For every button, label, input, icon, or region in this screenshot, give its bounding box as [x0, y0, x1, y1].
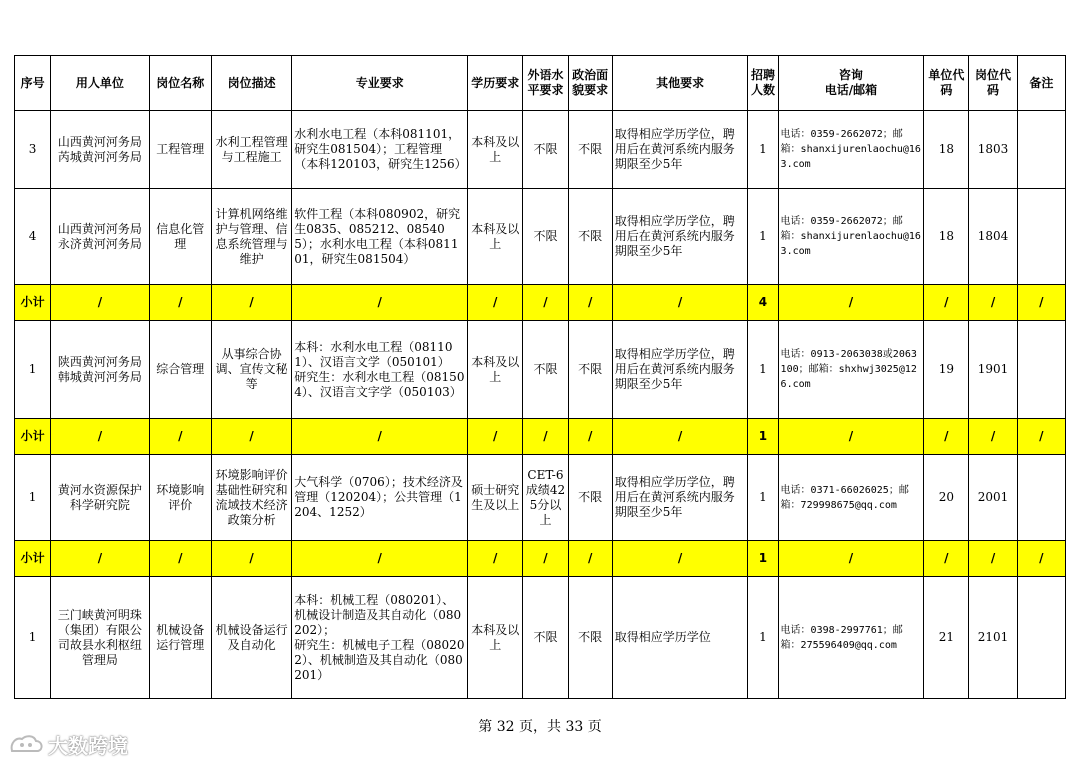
- table-cell: 电话：0398-2997761；邮箱：275596409@qq.com: [778, 577, 924, 699]
- table-cell: 本科及以上: [468, 321, 523, 419]
- table-cell: /: [468, 541, 523, 577]
- table-cell: /: [568, 285, 612, 321]
- table-cell: 取得相应学历学位，聘用后在黄河系统内服务期限至少5年: [612, 321, 748, 419]
- table-row: [15, 577, 1066, 699]
- recruitment-table: [14, 55, 1066, 699]
- table-cell: 1: [748, 189, 778, 285]
- table-cell: 综合管理: [149, 321, 211, 419]
- table-cell: CET-6成绩425分以上: [523, 455, 568, 541]
- table-cell: 水利水电工程（本科081101，研究生081504）；工程管理（本科120103，研究生1256）: [292, 111, 468, 189]
- table-cell: /: [778, 419, 924, 455]
- table-cell: [1017, 321, 1065, 419]
- table-cell: /: [778, 541, 924, 577]
- table-cell: 1803: [969, 111, 1017, 189]
- table-cell: 电话：0359-2662072；邮箱：shanxijurenlaochu@163.com: [778, 111, 924, 189]
- table-cell: 21: [924, 577, 969, 699]
- table-cell: /: [1017, 541, 1065, 577]
- column-header: 学历要求: [468, 56, 523, 111]
- table-header-row: [15, 56, 1066, 111]
- table-cell: /: [1017, 285, 1065, 321]
- table-cell: 不限: [568, 455, 612, 541]
- table-cell: 计算机网络维护与管理、信息系统管理与维护: [211, 189, 291, 285]
- table-cell: /: [924, 541, 969, 577]
- table-cell: 1804: [969, 189, 1017, 285]
- column-header: 招聘人数: [748, 56, 778, 111]
- table-cell: 不限: [568, 577, 612, 699]
- table-cell: 陕西黄河河务局韩城黄河河务局: [51, 321, 149, 419]
- table-cell: 取得相应学历学位，聘用后在黄河系统内服务期限至少5年: [612, 189, 748, 285]
- table-cell: 大气科学（0706）；技术经济及管理（120204）；公共管理（1204、1252）: [292, 455, 468, 541]
- table-cell: /: [51, 285, 149, 321]
- table-cell: 机械设备运行及自动化: [211, 577, 291, 699]
- table-cell: 1: [748, 111, 778, 189]
- table-cell: 不限: [523, 577, 568, 699]
- table-cell: 硕士研究生及以上: [468, 455, 523, 541]
- table-cell: [1017, 577, 1065, 699]
- table-row: [15, 321, 1066, 419]
- table-cell: /: [523, 541, 568, 577]
- table-cell: [1017, 189, 1065, 285]
- column-header: 用人单位: [51, 56, 149, 111]
- table-cell: /: [969, 419, 1017, 455]
- table-cell: /: [51, 541, 149, 577]
- table-cell: 水利工程管理与工程施工: [211, 111, 291, 189]
- column-header: 政治面貌要求: [568, 56, 612, 111]
- table-cell: 20: [924, 455, 969, 541]
- table-cell: /: [969, 285, 1017, 321]
- table-cell: 1: [15, 577, 51, 699]
- table-cell: /: [292, 285, 468, 321]
- table-cell: 不限: [568, 111, 612, 189]
- table-cell: 机械设备运行管理: [149, 577, 211, 699]
- table-cell: /: [523, 285, 568, 321]
- table-cell: 2001: [969, 455, 1017, 541]
- table-cell: 软件工程（本科080902，研究生0835、085212、085405）；水利水电工程（本科081101，研究生081504）: [292, 189, 468, 285]
- subtotal-row: [15, 541, 1066, 577]
- table-cell: /: [149, 541, 211, 577]
- table-cell: [1017, 111, 1065, 189]
- table-cell: 取得相应学历学位，聘用后在黄河系统内服务期限至少5年: [612, 455, 748, 541]
- table-cell: 小计: [15, 419, 51, 455]
- table-cell: /: [149, 285, 211, 321]
- table-cell: 山西黄河河务局永济黄河河务局: [51, 189, 149, 285]
- column-header: 咨询 电话/邮箱: [778, 56, 924, 111]
- table-cell: /: [1017, 419, 1065, 455]
- table-cell: 2101: [969, 577, 1017, 699]
- table-cell: 1: [748, 321, 778, 419]
- column-header: 序号: [15, 56, 51, 111]
- table-cell: 本科及以上: [468, 189, 523, 285]
- column-header: 专业要求: [292, 56, 468, 111]
- table-cell: 电话：0913-2063038或2063100；邮箱：shxhwj3025@126.com: [778, 321, 924, 419]
- table-cell: 1: [748, 541, 778, 577]
- table-cell: 不限: [523, 111, 568, 189]
- table-cell: 黄河水资源保护科学研究院: [51, 455, 149, 541]
- table-cell: /: [568, 541, 612, 577]
- table-cell: 取得相应学历学位: [612, 577, 748, 699]
- table-cell: /: [612, 541, 748, 577]
- subtotal-row: [15, 285, 1066, 321]
- table-cell: 本科及以上: [468, 111, 523, 189]
- table-cell: 小计: [15, 285, 51, 321]
- table-cell: 1: [15, 455, 51, 541]
- column-header: 备注: [1017, 56, 1065, 111]
- column-header: 岗位描述: [211, 56, 291, 111]
- column-header: 单位代码: [924, 56, 969, 111]
- table-cell: 取得相应学历学位，聘用后在黄河系统内服务期限至少5年: [612, 111, 748, 189]
- table-cell: 18: [924, 111, 969, 189]
- table-cell: 三门峡黄河明珠（集团）有限公司故县水利枢纽管理局: [51, 577, 149, 699]
- table-cell: 1: [748, 419, 778, 455]
- column-header: 岗位代码: [969, 56, 1017, 111]
- table-cell: /: [211, 541, 291, 577]
- table-cell: 工程管理: [149, 111, 211, 189]
- column-header: 其他要求: [612, 56, 748, 111]
- table-cell: /: [924, 285, 969, 321]
- table-cell: /: [292, 419, 468, 455]
- table-cell: 电话：0371-66026025；邮箱：729998675@qq.com: [778, 455, 924, 541]
- table-cell: 不限: [568, 189, 612, 285]
- column-header: 外语水平要求: [523, 56, 568, 111]
- table-cell: /: [612, 285, 748, 321]
- table-cell: 环境影响评价: [149, 455, 211, 541]
- table-cell: /: [612, 419, 748, 455]
- table-cell: 3: [15, 111, 51, 189]
- table-row: [15, 111, 1066, 189]
- table-cell: 电话：0359-2662072；邮箱：shanxijurenlaochu@163.com: [778, 189, 924, 285]
- table-cell: 山西黄河河务局芮城黄河河务局: [51, 111, 149, 189]
- table-cell: /: [778, 285, 924, 321]
- table-cell: 不限: [523, 189, 568, 285]
- table-cell: 信息化管理: [149, 189, 211, 285]
- table-cell: 本科及以上: [468, 577, 523, 699]
- watermark-logo-icon: [8, 733, 44, 757]
- table-cell: /: [292, 541, 468, 577]
- table-cell: /: [211, 285, 291, 321]
- table-cell: 18: [924, 189, 969, 285]
- table-cell: 1: [748, 455, 778, 541]
- table-cell: 不限: [523, 321, 568, 419]
- table-cell: /: [211, 419, 291, 455]
- table-row: [15, 189, 1066, 285]
- table-cell: /: [568, 419, 612, 455]
- table-cell: 1: [15, 321, 51, 419]
- page-footer: 第 32 页，共 33 页: [478, 719, 602, 735]
- table-cell: /: [149, 419, 211, 455]
- table-cell: 4: [748, 285, 778, 321]
- table-cell: [1017, 455, 1065, 541]
- subtotal-row: [15, 419, 1066, 455]
- table-cell: 本科：机械工程（080201）、机械设计制造及其自动化（080202）； 研究生：机械电子工程（080202）、机械制造及其自动化（080201）: [292, 577, 468, 699]
- table-cell: /: [468, 285, 523, 321]
- table-cell: 小计: [15, 541, 51, 577]
- table-cell: 环境影响评价基础性研究和流域技术经济政策分析: [211, 455, 291, 541]
- table-cell: /: [924, 419, 969, 455]
- table-cell: 1901: [969, 321, 1017, 419]
- table-cell: 19: [924, 321, 969, 419]
- watermark: [8, 730, 128, 759]
- table-cell: 不限: [568, 321, 612, 419]
- column-header: 岗位名称: [149, 56, 211, 111]
- table-cell: /: [51, 419, 149, 455]
- table-cell: 4: [15, 189, 51, 285]
- table-cell: 1: [748, 577, 778, 699]
- table-cell: /: [969, 541, 1017, 577]
- watermark-text: 大数跨境: [48, 734, 128, 758]
- table-cell: 本科：水利水电工程（081101）、汉语言文学（050101） 研究生：水利水电工程（081504）、汉语言文字学（050103）: [292, 321, 468, 419]
- table-cell: /: [523, 419, 568, 455]
- table-row: [15, 455, 1066, 541]
- table-cell: 从事综合协调、宣传文秘等: [211, 321, 291, 419]
- table-cell: /: [468, 419, 523, 455]
